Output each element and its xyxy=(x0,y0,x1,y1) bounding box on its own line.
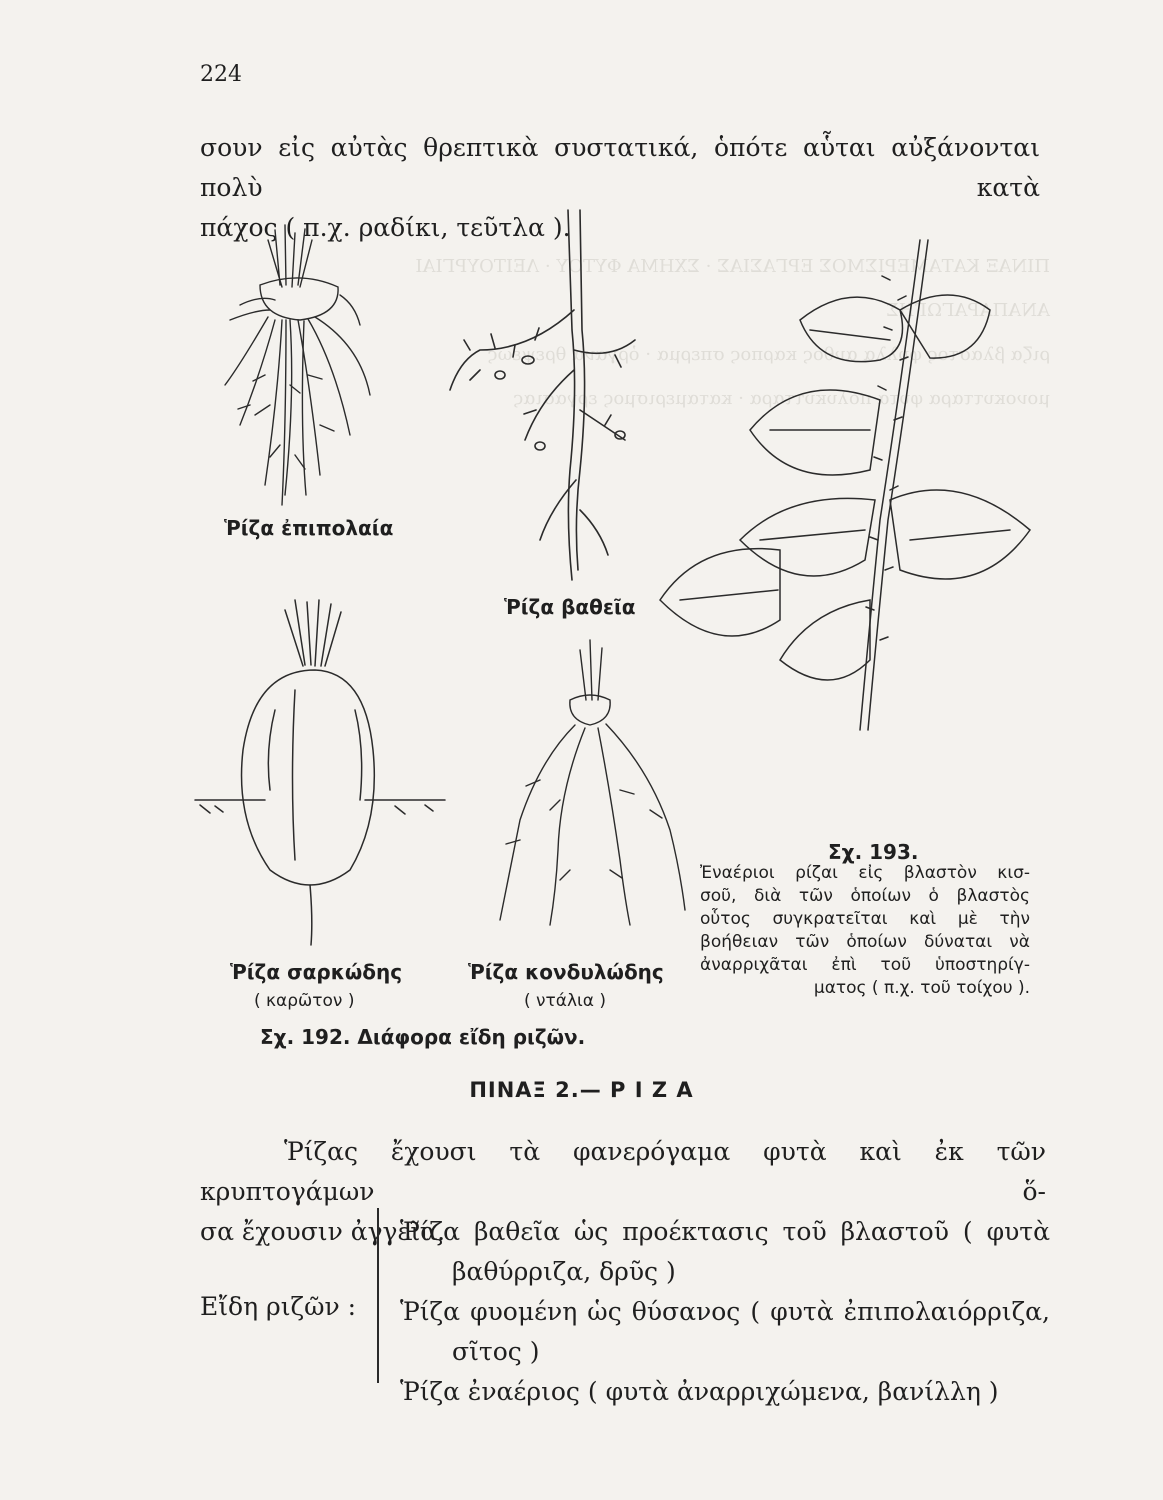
label-fleshy-root: Ῥίζα σαρκώδης xyxy=(230,960,403,984)
figure-193-line: βοήθειαν τῶν ὁποίων δύναται νὰ xyxy=(700,932,1030,952)
label-tuberous-root: Ῥίζα κονδυλώδης xyxy=(468,960,664,984)
intro-line: σουν εἰς αὐτὰς θρεπτικὰ συστατικά, ὁπότε αὗται αὐξάνονται πολὺ κατὰ xyxy=(200,133,1040,202)
root-type-line: Ῥίζα φυομένη ὡς θύσανος ( φυτὰ ἐπιπολαιόρριζα, xyxy=(400,1297,1050,1326)
root-type-continuation: βαθύρριζα, δρῦς ) xyxy=(452,1257,676,1286)
root-type-line: Ῥίζα ἐναέριος ( φυτὰ ἀναρριχώμενα, βανίλλη ) xyxy=(400,1377,999,1406)
figure-193-line: ματος ( π.χ. τοῦ τοίχου ). xyxy=(813,978,1030,998)
figure-193-description xyxy=(700,862,1030,1000)
section-intro-line: σα ἔχουσιν ἀγγεῖα. xyxy=(200,1217,446,1246)
figure-193-line: σοῦ, διὰ τῶν ὁποίων ὁ βλαστὸς xyxy=(700,886,1030,906)
bleed-through-text: ΠΙΝΑΞ ΚΑΤΑΜΕΡΙΣΜΟΣ ΕΡΓΑΣΙΑΣ · ΣΧΗΜΑ ΦΥΤΟΥ · ΛΕΙΤΟΥΡΓΙΑΙ ΑΝΑΠΑΡΑΓΩΓΗΣ ριζα βλαστος φυλλα ανθος καρπος σπερμα · ὀργανα θρεψεως μονοκυτταρα φυτα πολυκυτταρα · καταμερισμος εργασιας xyxy=(415,256,1050,409)
figure-193-line: ἀναρριχᾶται ἐπὶ τοῦ ὑποστηρίγ- xyxy=(700,955,1030,975)
figure-192-caption: Σχ. 192. Διάφορα εἴδη ριζῶν. xyxy=(260,1025,586,1049)
label-tuberous-example: ( ντάλια ) xyxy=(524,991,607,1011)
section-intro-line: Ῥίζας ἔχουσι τὰ φανερόγαμα φυτὰ καὶ ἐκ τῶν κρυπτογάμων ὅ- xyxy=(200,1137,1046,1206)
root-type-continuation: σῖτος ) xyxy=(452,1337,540,1366)
figure-193-line: οὗτος συγκρατεῖται καὶ μὲ τὴν xyxy=(700,909,1030,929)
label-fleshy-example: ( καρῶτον ) xyxy=(254,991,355,1011)
root-type-line: Ῥίζα βαθεῖα ὡς προέκτασις τοῦ βλαστοῦ ( φυτὰ xyxy=(400,1217,1050,1246)
label-superficial-root: Ῥίζα ἐπιπολαία xyxy=(224,516,394,540)
superficial-root-illustration xyxy=(220,225,380,505)
ivy-aerial-roots-illustration xyxy=(660,240,1050,740)
brace xyxy=(377,1208,389,1383)
root-types-label: Εἴδη ριζῶν : xyxy=(200,1292,357,1321)
fleshy-root-illustration xyxy=(195,600,445,945)
figure-193-title: Σχ. 193. xyxy=(828,840,919,864)
section-title: ΠΙΝΑΞ 2.— Ρ Ι Ζ Α xyxy=(469,1078,694,1102)
intro-line: πάχος ( π.χ. ραδίκι, τεῦτλα ). xyxy=(200,213,571,242)
root-types-list xyxy=(400,1212,1050,1412)
tuberous-root-illustration xyxy=(480,640,700,925)
figure-193-line: Ἐναέριοι ρίζαι εἰς βλαστὸν κισ- xyxy=(700,863,1030,883)
label-deep-root: Ῥίζα βαθεῖα xyxy=(504,595,636,619)
page-number: 224 xyxy=(200,62,242,87)
deep-root-illustration xyxy=(440,210,640,590)
